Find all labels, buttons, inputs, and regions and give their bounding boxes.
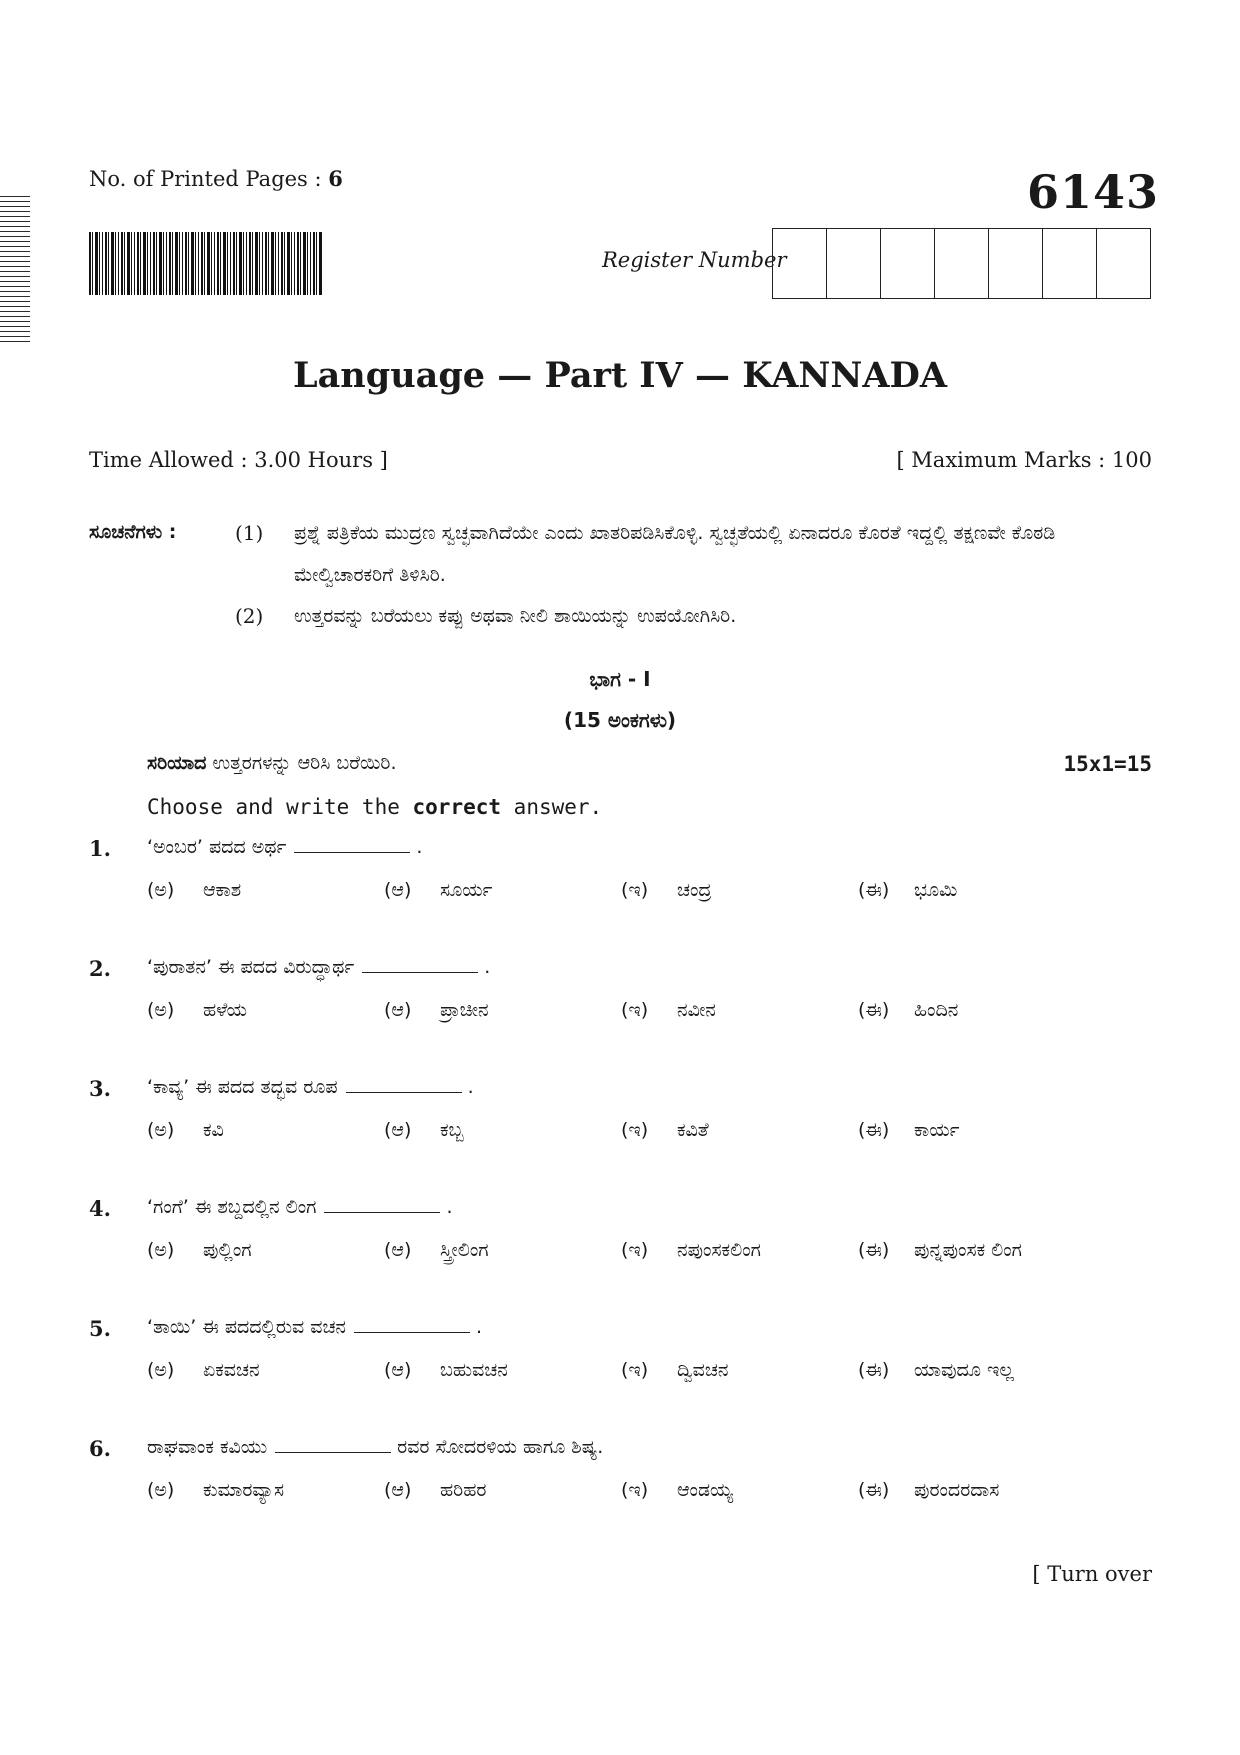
question-text: ರಾಘವಾಂಕ ಕವಿಯು ರವರ ಸೋದರಳಿಯ ಹಾಗೂ ಶಿಷ್ಯ. (147, 1436, 604, 1458)
answer-option (621, 1359, 858, 1381)
answer-option (384, 1359, 621, 1381)
paper-code: 6143 (1026, 165, 1159, 219)
answer-option (858, 1119, 1095, 1141)
option-label: (ಈ) (858, 999, 890, 1021)
answer-option (147, 1359, 384, 1381)
option-label: (ಈ) (858, 1479, 890, 1501)
answer-options (147, 1239, 1095, 1261)
answer-option (858, 1359, 1095, 1381)
option-text: ನವೀನ (677, 999, 716, 1021)
question-text: ‘ಗಂಗೆ’ ಈ ಶಬ್ದದಲ್ಲಿನ ಲಿಂಗ . (147, 1196, 453, 1218)
barcode (89, 232, 323, 295)
instruction-number: (2) (235, 604, 264, 628)
option-label: (ಆ) (384, 1479, 412, 1501)
option-text: ಪುಲ್ಲಿಂಗ (203, 1239, 252, 1261)
register-number-box[interactable] (1097, 229, 1150, 298)
answer-options (147, 879, 1095, 901)
answer-option (858, 879, 1095, 901)
time-allowed: Time Allowed : 3.00 Hours ] (89, 448, 388, 472)
section-heading: ಭಾಗ - I (589, 667, 651, 691)
option-text: ಸೂರ್ಯ (440, 879, 493, 901)
section-marks-formula: 15x1=15 (1063, 752, 1152, 776)
register-number-box[interactable] (827, 229, 881, 298)
option-text: ಪುನ್ನಪುಂಸಕ ಲಿಂಗ (914, 1239, 1022, 1261)
option-text: ಸ್ತ್ರೀಲಿಂಗ (440, 1239, 489, 1261)
printed-pages-count: 6 (328, 166, 343, 191)
option-label: (ಅ) (147, 1119, 175, 1141)
option-label: (ಇ) (621, 1239, 649, 1261)
question-number: 3. (89, 1076, 111, 1101)
answer-option (621, 1479, 858, 1501)
register-number-box[interactable] (1043, 229, 1097, 298)
instruction-text: ಪ್ರಶ್ನೆ ಪತ್ರಿಕೆಯ ಮುದ್ರಣ ಸ್ವಚ್ಛವಾಗಿದೆಯೇ ಎಂದು ಖಾತರಿಪಡಿಸಿಕೊಳ್ಳಿ. ಸ್ವಚ್ಛತೆಯಲ್ಲಿ ಏನಾದರೂ ಕೊರತೆ ಇದ್ದಲ್ಲಿ ತಕ್ಷಣವೇ ಕೊಠಡಿ ಮೇಲ್ವಿಚಾರಕರಿಗೆ ತಿಳಿಸಿರಿ. (294, 522, 1056, 586)
option-text: ಪ್ರಾಚೀನ (440, 999, 489, 1021)
turn-over-note: [ Turn over (1032, 1562, 1152, 1586)
answer-option (621, 879, 858, 901)
option-text: ಕವಿ (203, 1119, 224, 1141)
printed-pages-note: No. of Printed Pages : 6 (89, 166, 343, 191)
answer-option (621, 1239, 858, 1261)
option-label: (ಅ) (147, 1239, 175, 1261)
answer-blank (346, 1076, 462, 1093)
instructions-label: ಸೂಚನೆಗಳು : (89, 521, 177, 543)
answer-option (384, 999, 621, 1021)
option-label: (ಈ) (858, 1239, 890, 1261)
margin-registration-marks (0, 196, 30, 346)
option-text: ಆಕಾಶ (203, 879, 242, 901)
maximum-marks: [ Maximum Marks : 100 (896, 448, 1152, 472)
answer-option (621, 999, 858, 1021)
option-label: (ಅ) (147, 879, 175, 901)
answer-option (147, 999, 384, 1021)
option-label: (ಅ) (147, 1359, 175, 1381)
question-text: ‘ಅಂಬರ’ ಪದದ ಅರ್ಥ . (147, 836, 423, 858)
option-label: (ಅ) (147, 1479, 175, 1501)
register-number-label: Register Number (602, 248, 787, 272)
option-label: (ಇ) (621, 1119, 649, 1141)
option-label: (ಈ) (858, 879, 890, 901)
option-label: (ಆ) (384, 1119, 412, 1141)
option-label: (ಇ) (621, 999, 649, 1021)
answer-options (147, 1479, 1095, 1501)
option-text: ಯಾವುದೂ ಇಲ್ಲ (914, 1359, 1014, 1381)
answer-option (384, 1119, 621, 1141)
register-number-box[interactable] (989, 229, 1043, 298)
option-text: ಪುರಂದರದಾಸ (914, 1479, 1000, 1501)
option-label: (ಆ) (384, 879, 412, 901)
option-label: (ಆ) (384, 1359, 412, 1381)
paper-title: Language — Part IV — KANNADA (293, 355, 947, 396)
question-number: 2. (89, 956, 111, 981)
register-number-box[interactable] (935, 229, 989, 298)
instruction-english: Choose and write the correct answer. (147, 795, 603, 819)
answer-blank (354, 1316, 470, 1333)
answer-option (147, 1479, 384, 1501)
option-text: ಭೂಮಿ (914, 879, 958, 901)
option-text: ಹರಿಹರ (440, 1479, 487, 1501)
answer-option (858, 1479, 1095, 1501)
option-text: ಕಬ್ಬ (440, 1119, 464, 1141)
option-text: ದ್ವಿವಚನ (677, 1359, 729, 1381)
option-text: ಏಕವಚನ (203, 1359, 260, 1381)
option-label: (ಇ) (621, 1359, 649, 1381)
option-text: ನಪುಂಸಕಲಿಂಗ (677, 1239, 761, 1261)
answer-option (384, 1239, 621, 1261)
answer-option (621, 1119, 858, 1141)
question-number: 1. (89, 836, 111, 861)
option-label: (ಈ) (858, 1119, 890, 1141)
instruction-number: (1) (235, 521, 264, 545)
register-number-box[interactable] (881, 229, 935, 298)
answer-blank (275, 1436, 391, 1453)
answer-option (858, 999, 1095, 1021)
answer-option (384, 1479, 621, 1501)
option-label: (ಆ) (384, 1239, 412, 1261)
option-text: ಕುಮಾರವ್ಯಾಸ (203, 1479, 285, 1501)
question-number: 4. (89, 1196, 111, 1221)
question-text: ‘ಕಾವ್ಯ’ ಈ ಪದದ ತದ್ಭವ ರೂಪ . (147, 1076, 474, 1098)
answer-blank (362, 956, 478, 973)
instruction-text: ಉತ್ತರವನ್ನು ಬರೆಯಲು ಕಪ್ಪು ಅಥವಾ ನೀಲಿ ಶಾಯಿಯನ್ನು ಉಪಯೋಗಿಸಿರಿ. (294, 605, 737, 627)
question-number: 6. (89, 1436, 111, 1461)
question-text: ‘ಪುರಾತನ’ ಈ ಪದದ ವಿರುದ್ಧಾರ್ಥ . (147, 956, 491, 978)
option-text: ಬಹುವಚನ (440, 1359, 508, 1381)
option-text: ಹಿಂದಿನ (914, 999, 959, 1021)
answer-options (147, 1359, 1095, 1381)
question-number: 5. (89, 1316, 111, 1341)
register-number-boxes (772, 228, 1151, 299)
option-label: (ಈ) (858, 1359, 890, 1381)
answer-options (147, 1119, 1095, 1141)
answer-blank (324, 1196, 440, 1213)
section-marks-heading: (15 ಅಂಕಗಳು) (563, 708, 677, 732)
option-label: (ಆ) (384, 999, 412, 1021)
instruction-kannada: ಸರಿಯಾದ ಉತ್ತರಗಳನ್ನು ಆರಿಸಿ ಬರೆಯಿರಿ. (147, 752, 397, 774)
answer-option (384, 879, 621, 901)
answer-option (147, 879, 384, 901)
option-text: ಕಾರ್ಯ (914, 1119, 960, 1141)
option-text: ಹಳೆಯ (203, 999, 247, 1021)
option-label: (ಅ) (147, 999, 175, 1021)
question-text: ‘ತಾಯಿ’ ಈ ಪದದಲ್ಲಿರುವ ವಚನ . (147, 1316, 483, 1338)
option-text: ಕವಿತೆ (677, 1119, 709, 1141)
answer-options (147, 999, 1095, 1021)
option-text: ಆಂಡಯ್ಯ (677, 1479, 734, 1501)
option-label: (ಇ) (621, 879, 649, 901)
answer-option (147, 1239, 384, 1261)
option-text: ಚಂದ್ರ (677, 879, 712, 901)
answer-blank (294, 836, 410, 853)
answer-option (858, 1239, 1095, 1261)
option-label: (ಇ) (621, 1479, 649, 1501)
answer-option (147, 1119, 384, 1141)
register-number-box[interactable] (773, 229, 827, 298)
